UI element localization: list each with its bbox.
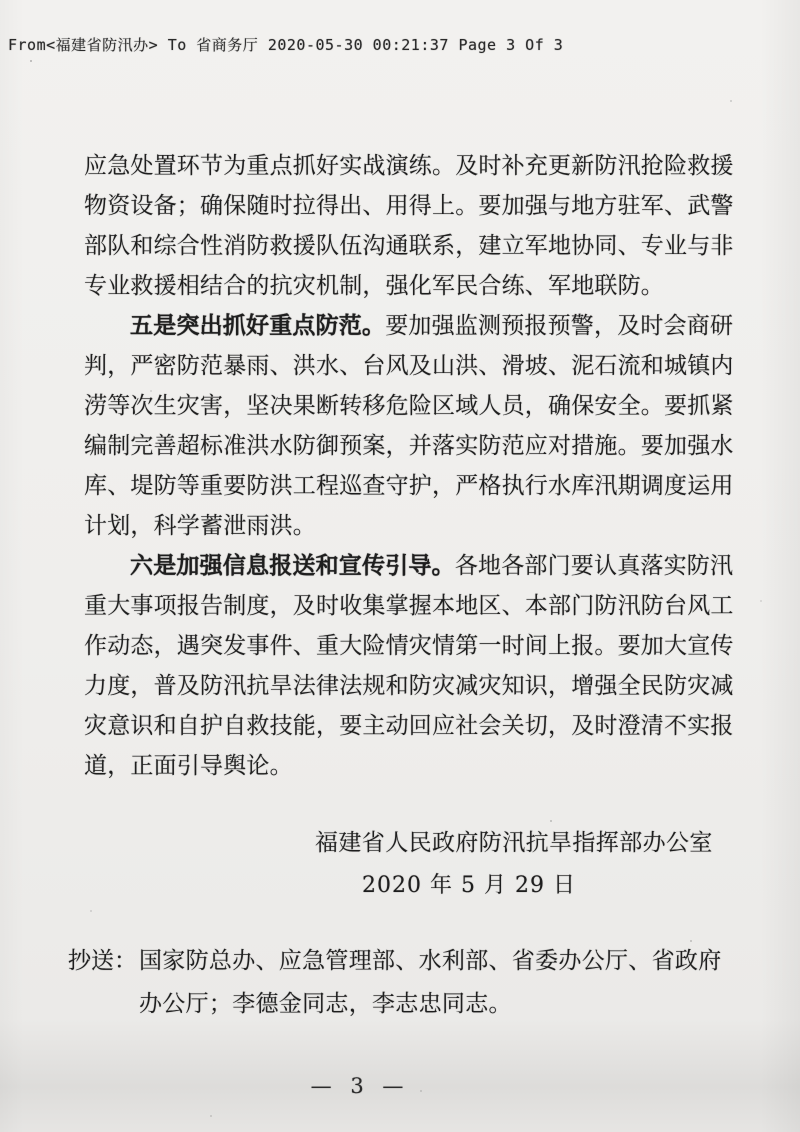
body-text-segment: 应急处置环节为重点抓好实战演练。及时补充更新防汛抢险救援 <box>84 153 734 179</box>
body-text-segment: 部队和综合性消防救援队伍沟通联系，建立军地协同、专业与非 <box>84 233 734 259</box>
cc-label: 抄送： <box>68 948 137 974</box>
body-text-segment: 编制完善超标准洪水防御预案，并落实防范应对措施。要加强水 <box>84 433 734 459</box>
body-text-segment: 专业救援相结合的抗灾机制，强化军民合练、军地联防。 <box>84 273 664 299</box>
signature-date: 2020 年 5 月 29 日 <box>362 873 576 898</box>
text-line <box>84 186 734 226</box>
cc-line-1: 国家防总办、应急管理部、水利部、省委办公厅、省政府 <box>139 948 722 974</box>
bold-lead-text: 五是突出抓好重点防范。 <box>130 312 386 339</box>
text-line <box>84 226 734 266</box>
body-text-segment: 要加强监测预报预警，及时会商研 <box>385 313 734 339</box>
cc-recipients <box>139 940 722 1026</box>
scan-noise-specks <box>30 60 32 62</box>
page-number: — 3 — <box>310 1074 410 1098</box>
body-text-segment: 涝等次生灾害，坚决果断转移危险区域人员，确保安全。要抓紧 <box>84 393 734 419</box>
text-line <box>84 746 734 786</box>
text-line <box>84 346 734 386</box>
text-line <box>84 466 734 506</box>
fax-transmission-header: From<福建省防汛办> To 省商务厅 2020-05-30 00:21:37 Page 3 Of 3 <box>8 36 564 54</box>
body-text-segment: 计划，科学蓄泄雨洪。 <box>84 513 316 539</box>
text-line <box>84 386 734 426</box>
body-text-segment: 判，严密防范暴雨、洪水、台风及山洪、滑坡、泥石流和城镇内 <box>84 353 734 379</box>
text-line <box>84 546 734 586</box>
body-text-segment: 力度，普及防汛抗旱法律法规和防灾减灾知识，增强全民防灾减 <box>84 673 734 699</box>
body-text-segment: 库、堤防等重要防洪工程巡查守护，严格执行水库汛期调度运用 <box>84 473 734 499</box>
cc-line-2: 办公厅；李德金同志，李志忠同志。 <box>139 991 512 1017</box>
body-text-segment: 道，正面引导舆论。 <box>84 753 293 779</box>
signature-organization: 福建省人民政府防汛抗旱指挥部办公室 <box>315 830 713 856</box>
text-line <box>84 146 734 186</box>
text-line <box>84 706 734 746</box>
text-line <box>84 666 734 706</box>
body-text-segment: 重大事项报告制度，及时收集掌握本地区、本部门防汛防台风工 <box>84 593 734 619</box>
document-body <box>84 146 734 786</box>
text-line <box>84 426 734 466</box>
cc-block <box>68 940 748 1026</box>
text-line <box>84 626 734 666</box>
text-line <box>84 306 734 346</box>
body-text-segment: 作动态，遇突发事件、重大险情灾情第一时间上报。要加大宣传 <box>84 633 734 659</box>
body-text-segment: 物资设备；确保随时拉得出、用得上。要加强与地方驻军、武警 <box>84 193 734 219</box>
text-line <box>84 266 734 306</box>
text-line <box>84 506 734 546</box>
body-text-segment: 灾意识和自护自救技能，要主动回应社会关切，及时澄清不实报 <box>84 713 734 739</box>
body-text-segment: 各地各部门要认真落实防汛 <box>454 553 734 579</box>
bold-lead-text: 六是加强信息报送和宣传引导。 <box>130 552 455 579</box>
text-line <box>84 586 734 626</box>
